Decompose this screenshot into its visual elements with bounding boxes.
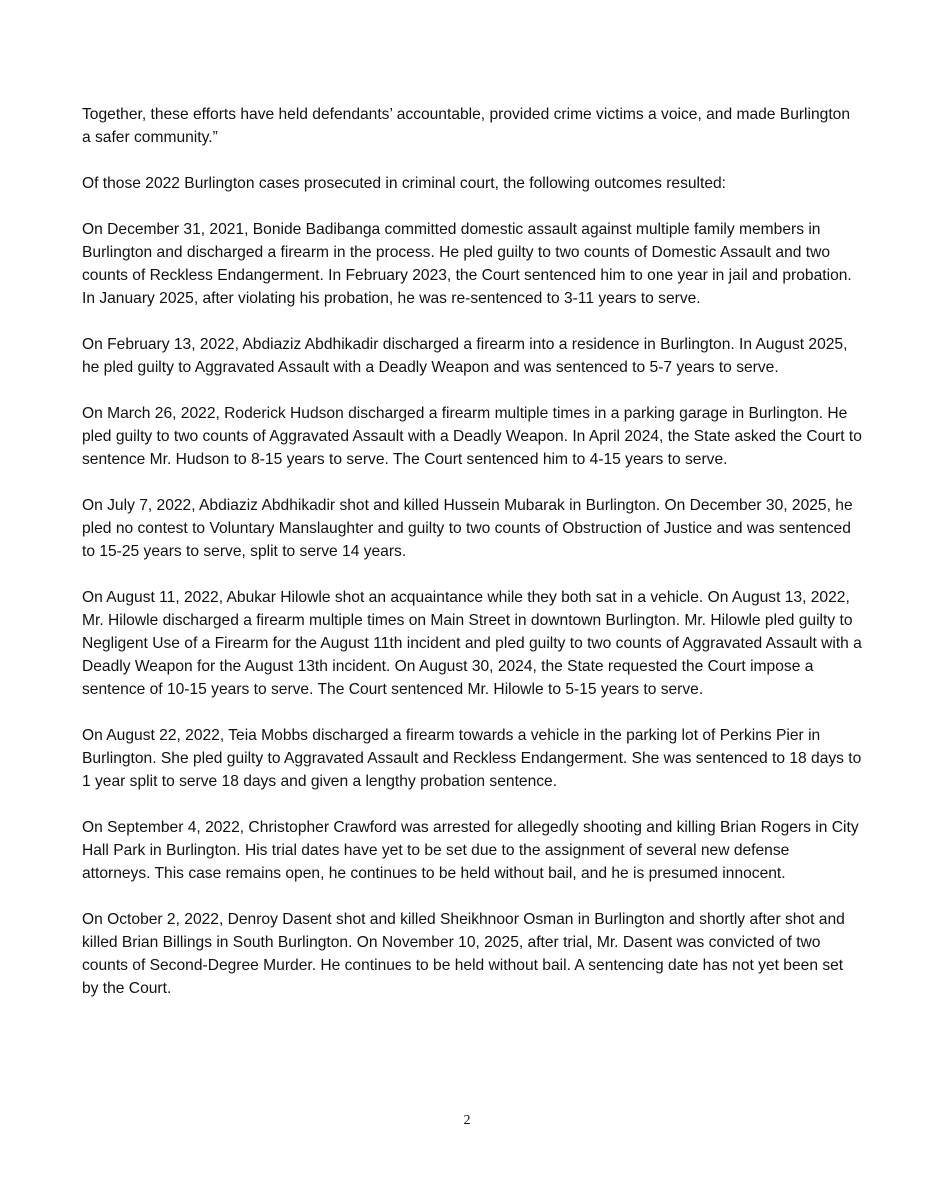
paragraph-intro-outcomes: Of those 2022 Burlington cases prosecuted in criminal court, the following outcomes resulted: bbox=[82, 175, 727, 192]
paragraph-case-abdhikadir-feb: On February 13, 2022, Abdiaziz Abdhikadir discharged a firearm into a residence in Burlington. In August 2025, he pled guilty to Aggravated Assault with a Deadly Weapon and was sentenced to 5-7 years to serve. bbox=[82, 336, 848, 376]
paragraph-closing-quote: Together, these efforts have held defendants’ accountable, provided crime victims a voice, and made Burlington a safer community.” bbox=[82, 106, 851, 146]
paragraph-case-crawford: On September 4, 2022, Christopher Crawford was arrested for allegedly shooting and killing Brian Rogers in City Hall Park in Burlington. His trial dates have yet to be set due to the assignment of several new defense attorneys. This case remains open, he continues to be held without bail, and he is presumed innocent. bbox=[82, 819, 859, 882]
paragraph-case-mobbs: On August 22, 2022, Teia Mobbs discharged a firearm towards a vehicle in the parking lot of Perkins Pier in Burlington. She pled guilty to Aggravated Assault and Reckless Endangerment. She was sentenced to 18 days to 1 year split to serve 18 days and given a lengthy probation sentence. bbox=[82, 727, 862, 790]
page-number: 2 bbox=[463, 1113, 471, 1128]
paragraph-case-dasent: On October 2, 2022, Denroy Dasent shot and killed Sheikhnoor Osman in Burlington and shortly after shot and killed Brian Billings in South Burlington. On November 10, 2025, after trial, Mr. Dasent was convicted of two counts of Second-Degree Murder. He continues to be held without bail. A sentencing date has not yet been set by the Court. bbox=[82, 911, 845, 997]
paragraph-case-badibanga: On December 31, 2021, Bonide Badibanga committed domestic assault against multiple family members in Burlington and discharged a firearm in the process. He pled guilty to two counts of Domestic Assault and two counts of Reckless Endangerment. In February 2023, the Court sentenced him to one year in jail and probation. In January 2025, after violating his probation, he was re-sentenced to 3-11 years to serve. bbox=[82, 221, 852, 307]
document-body bbox=[82, 103, 862, 1023]
paragraph-case-abdhikadir-jul: On July 7, 2022, Abdiaziz Abdhikadir shot and killed Hussein Mubarak in Burlington. On December 30, 2025, he pled no contest to Voluntary Manslaughter and guilty to two counts of Obstruction of Justice and was sentenced to 15-25 years to serve, split to serve 14 years. bbox=[82, 497, 853, 560]
paragraph-case-hudson: On March 26, 2022, Roderick Hudson discharged a firearm multiple times in a parking garage in Burlington. He pled guilty to two counts of Aggravated Assault with a Deadly Weapon. In April 2024, the State asked the Court to sentence Mr. Hudson to 8-15 years to serve. The Court sentenced him to 4-15 years to serve. bbox=[82, 405, 862, 468]
paragraph-case-hilowle: On August 11, 2022, Abukar Hilowle shot an acquaintance while they both sat in a vehicle. On August 13, 2022, Mr. Hilowle discharged a firearm multiple times on Main Street in downtown Burlington. Mr. Hilowle pled guilty to Negligent Use of a Firearm for the August 11th incident and pled guilty to two counts of Aggravated Assault with a Deadly Weapon for the August 13th incident. On August 30, 2024, the State requested the Court impose a sentence of 10-15 years to serve. The Court sentenced Mr. Hilowle to 5-15 years to serve. bbox=[82, 589, 862, 698]
